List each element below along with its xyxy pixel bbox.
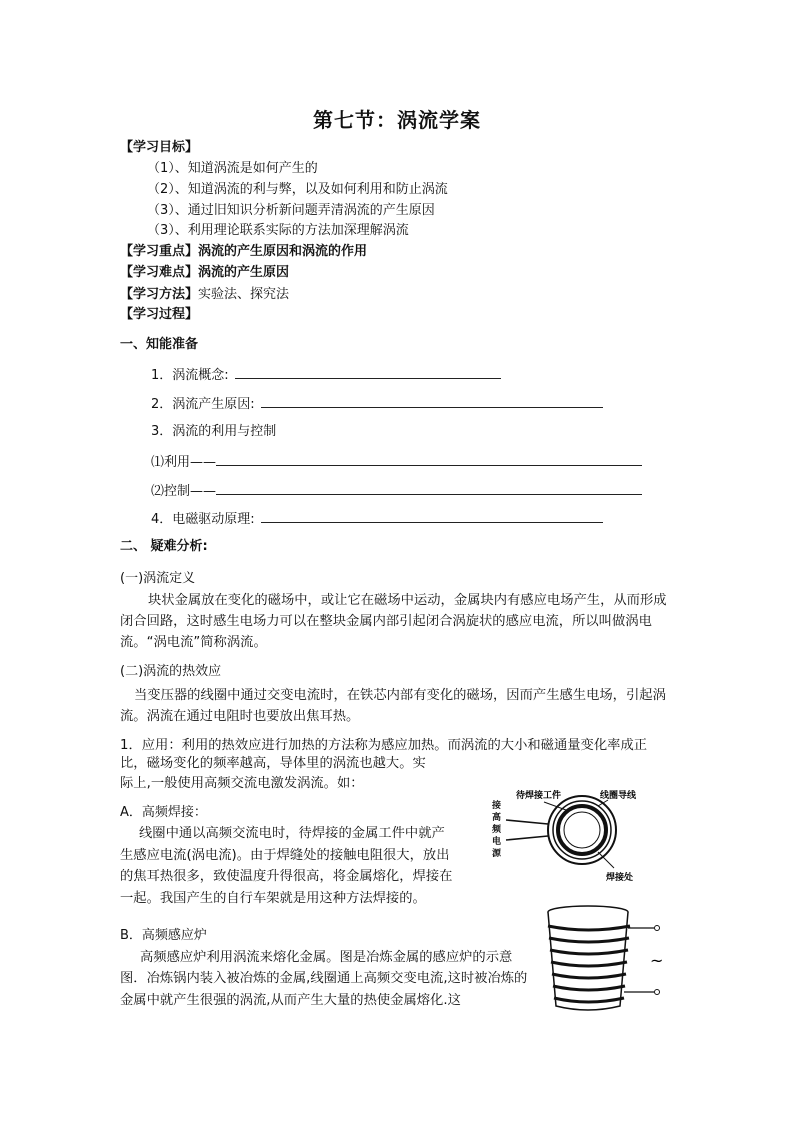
drive-label: 4．电磁驱动原理: [151, 512, 255, 527]
method-text: 实验法、探究法 [198, 287, 290, 302]
furnace-text: 高频感应炉利用涡流来熔化金属。图是冶炼金属的感应炉的示意图．冶炼锅内装入被冶炼的金属,线圈通上高频交变电流,这时被冶炼的金属中就产生很强的涡流,从而产生大量的热使金属熔化.这 [120, 950, 528, 1008]
difficulty-line [120, 263, 289, 283]
drive-line [151, 508, 603, 530]
key-point-line [120, 242, 367, 262]
application-line-2: 比，磁场变化的频率越高，导体里的涡流也越大。实 [120, 756, 426, 771]
concept-line [151, 364, 501, 386]
definition-text: 块状金属放在变化的磁场中，或让它在磁场中运动，金属块内有感应电场产生，从而形成闭合回路，这时感生电场力可以在整块金属内部引起闭合涡旋状的感应电流，所以叫做涡电流。“涡电流”简称涡流。 [120, 593, 667, 650]
use-blank[interactable] [216, 451, 642, 466]
ac-symbol: ~ [650, 951, 664, 970]
control-blank[interactable] [216, 480, 642, 495]
control-label: ⑵控制—— [151, 484, 217, 499]
difficulty-label: 【学习难点】 [120, 265, 199, 280]
concept-label: 1．涡流概念: [151, 368, 229, 383]
source-label: 接高频电源 [492, 801, 502, 859]
seam-label: 焊接处 [606, 873, 634, 883]
key-point-text: 涡流的产生原因和涡流的作用 [198, 244, 368, 259]
workpiece-label: 待焊接工件 [516, 791, 562, 801]
cause-label: 2．涡流产生原因: [151, 397, 255, 412]
drive-blank[interactable] [261, 508, 603, 523]
heat-effect-text: 当变压器的线圈中通过交变电流时，在铁芯内部有变化的磁场，因而产生感生电场，引起涡流。涡流在通过电阻时也要放出焦耳热。 [120, 688, 666, 724]
objectives-heading: 【学习目标】 [120, 140, 199, 155]
welding-title: A．高频焊接： [120, 805, 207, 820]
welding-diagram [486, 782, 676, 892]
workpiece-tube [558, 806, 606, 854]
welding-text: 线圈中通以高频交流电时，待焊接的金属工件中就产生感应电流(涡电流)。由于焊缝处的接触电阻很大，放出的焦耳热很多，致使温度升得很高，将金属熔化，焊接在一起。我国产生的自行车架就是用这种方法焊接的。 [120, 826, 453, 906]
heat-effect-title: (二)涡流的热效应 [120, 664, 222, 679]
coil-label: 线圈导线 [600, 791, 637, 801]
key-point-label: 【学习重点】 [120, 244, 199, 259]
cause-blank[interactable] [261, 393, 603, 408]
objective-item: （2）、知道涡流的利与弊，以及如何利用和防止涡流 [147, 182, 448, 197]
furnace-diagram [538, 902, 668, 1017]
control-line [151, 480, 642, 502]
objective-item: （1）、知道涡流是如何产生的 [147, 161, 318, 176]
method-label: 【学习方法】 [120, 287, 199, 302]
objective-item: （3）、通过旧知识分析新问题弄清涡流的产生原因 [147, 203, 435, 218]
use-label: ⑴利用—— [151, 455, 217, 470]
concept-blank[interactable] [235, 364, 501, 379]
definition-title: (一)涡流定义 [120, 571, 196, 586]
application-line-3: 际上,一般使用高频交流电激发涡流。如： [120, 776, 364, 791]
difficulty-text: 涡流的产生原因 [198, 265, 290, 280]
terminal-top [655, 926, 660, 931]
coil-inner-ring [553, 801, 611, 859]
workpiece-inner [564, 812, 600, 848]
use-line [151, 451, 642, 473]
source-leads [506, 820, 548, 840]
method-line [120, 285, 289, 305]
page-title: 第七节：涡流学案 [313, 108, 481, 132]
terminal-bottom [655, 990, 660, 995]
section2-heading: 二、 疑难分析: [120, 539, 208, 554]
application-line-1: 1．应用：利用的热效应进行加热的方法称为感应加热。而涡流的大小和磁通量变化率成正 [120, 738, 648, 753]
cause-line [151, 393, 603, 415]
objective-item: （3）、利用理论联系实际的方法加深理解涡流 [147, 223, 409, 238]
use-control-title: 3．涡流的利用与控制 [151, 424, 277, 439]
section1-heading: 一、知能准备 [120, 337, 199, 352]
process-label: 【学习过程】 [120, 307, 199, 322]
furnace-title: B．高频感应炉 [120, 928, 207, 943]
